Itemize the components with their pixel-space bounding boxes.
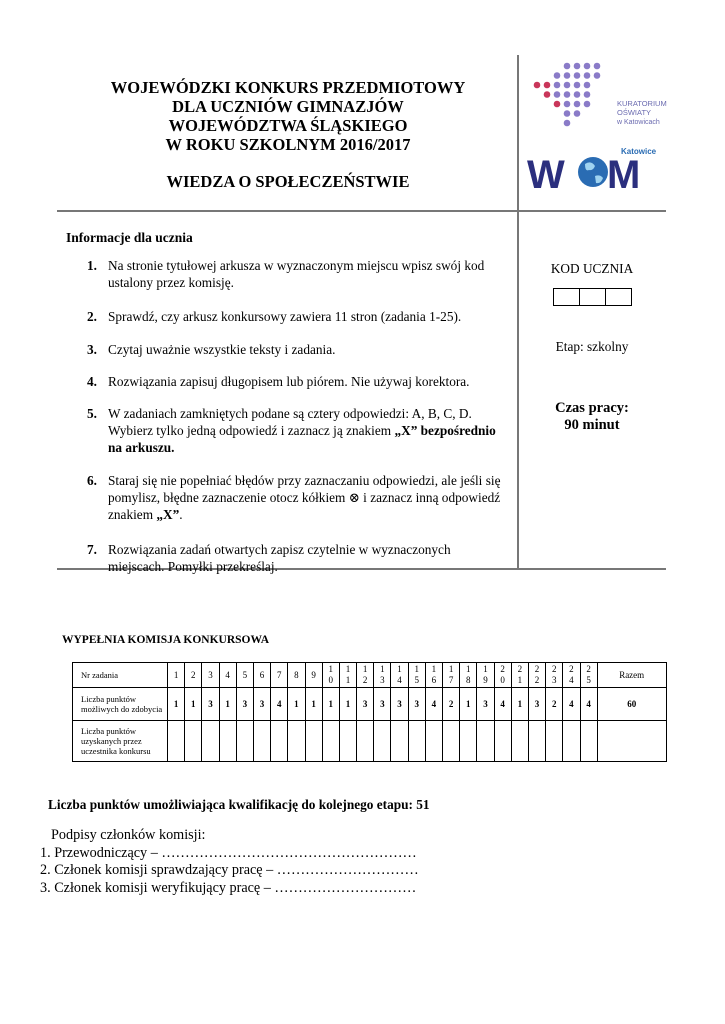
time-value: 90 minut	[564, 417, 620, 433]
task-number-cell	[460, 663, 477, 688]
task-number-digit: 5	[414, 675, 419, 685]
rule-item	[60, 541, 510, 575]
task-number-digit: 2	[500, 664, 505, 674]
title-line: W ROKU SZKOLNYM 2016/2017	[165, 135, 411, 154]
total-earned[interactable]	[597, 721, 666, 762]
max-points-cell: 1	[305, 688, 322, 721]
row-label: Liczba punktów możliwych do zdobycia	[73, 688, 168, 721]
logo-dot	[594, 72, 601, 79]
logo-dot	[564, 110, 571, 117]
rule-text: Na stronie tytułowej arkusza w wyznaczonym miejscu wpisz swój kod ustalony przez komisję.	[108, 258, 485, 290]
task-number-digit: 4	[397, 675, 402, 685]
earned-points-cell[interactable]	[253, 721, 270, 762]
total-header: Razem	[597, 663, 666, 688]
task-number-cell	[477, 663, 494, 688]
task-number-cell	[580, 663, 597, 688]
task-number-digit: 4	[569, 675, 574, 685]
kuratorium-logo-text: OŚWIATY	[617, 108, 652, 117]
rule-item	[60, 405, 510, 456]
logo-dot	[544, 82, 551, 89]
logo-dot	[584, 72, 591, 79]
task-number-digit: 2	[569, 664, 574, 674]
earned-points-cell[interactable]	[443, 721, 460, 762]
max-points-cell: 4	[580, 688, 597, 721]
task-number-digit: 2	[534, 664, 540, 674]
rule-bold-text: „X” bezpośrednio na arkuszu.	[108, 423, 496, 455]
task-number-digit: 1	[466, 664, 471, 674]
rule-text: Rozwiązania zapisuj długopisem lub piórem. Nie używaj korektora.	[108, 374, 470, 389]
max-points-cell: 3	[374, 688, 391, 721]
logo-dot	[554, 91, 561, 98]
task-number-cell	[563, 663, 580, 688]
max-points-cell: 3	[477, 688, 494, 721]
earned-points-cell[interactable]	[202, 721, 219, 762]
task-number-cell: 2	[185, 663, 202, 688]
earned-points-cell[interactable]	[374, 721, 391, 762]
task-number-cell	[511, 663, 528, 688]
max-points-cell: 3	[391, 688, 408, 721]
title-block	[58, 78, 518, 191]
task-number-digit: 1	[448, 664, 454, 674]
earned-points-cell[interactable]	[546, 721, 563, 762]
rule-tail: .	[179, 507, 183, 522]
title-line: WOJEWÓDZTWA ŚLĄSKIEGO	[168, 116, 408, 135]
earned-points-cell[interactable]	[236, 721, 253, 762]
max-points-cell: 2	[443, 688, 460, 721]
logo-dot	[584, 63, 591, 70]
max-points-cell: 1	[219, 688, 236, 721]
logo-dot	[564, 82, 571, 89]
max-points-cell: 1	[511, 688, 528, 721]
code-box[interactable]	[553, 288, 580, 306]
rule-number: 4.	[87, 374, 97, 389]
task-number-digit: 1	[431, 664, 437, 674]
task-number-digit: 1	[345, 664, 351, 674]
logo-dot	[584, 82, 591, 89]
logo-dot	[574, 110, 581, 117]
task-number-digit: 2	[362, 675, 368, 685]
task-number-cell: 7	[271, 663, 288, 688]
rule-text: Sprawdź, czy arkusz konkursowy zawiera 11 stron (zadania 1-25).	[108, 309, 462, 324]
earned-points-cell[interactable]	[219, 721, 236, 762]
task-number-cell	[425, 663, 442, 688]
max-points-cell: 4	[271, 688, 288, 721]
signature-line: 2. Członek komisji sprawdzający pracę – …………………………	[40, 862, 419, 878]
rule-item	[60, 373, 510, 390]
rule-item	[60, 341, 510, 358]
student-code-boxes[interactable]	[554, 288, 632, 306]
logo-dot	[564, 63, 571, 70]
logo-dot	[574, 91, 581, 98]
rule-item	[60, 308, 510, 325]
total-max: 60	[597, 688, 666, 721]
logo-dot	[564, 72, 571, 79]
logo-dot	[554, 72, 561, 79]
task-number-digit: 1	[483, 664, 488, 674]
task-number-cell	[374, 663, 391, 688]
logo-dot	[584, 101, 591, 108]
task-number-digit: 3	[380, 675, 385, 685]
kuratorium-logo-text: w Katowicach	[617, 119, 660, 126]
qualification-threshold: Liczba punktów umożliwiająca kwalifikację do kolejnego etapu: 51	[48, 797, 430, 812]
task-number-cell: 3	[202, 663, 219, 688]
task-number-digit: 0	[328, 675, 334, 685]
rule-number: 5.	[87, 406, 97, 421]
kuratorium-logo	[527, 60, 667, 135]
rule-number: 2.	[87, 309, 97, 324]
earned-points-cell[interactable]	[460, 721, 477, 762]
max-points-cell: 3	[528, 688, 545, 721]
logo-dot	[574, 101, 581, 108]
row-label: Liczba punktów uzyskanych przez uczestnika konkursu	[73, 721, 168, 762]
earned-points-cell[interactable]	[322, 721, 339, 762]
task-number-cell	[546, 663, 563, 688]
max-points-cell: 2	[546, 688, 563, 721]
max-points-cell: 1	[168, 688, 185, 721]
max-points-cell: 1	[460, 688, 477, 721]
task-number-digit: 0	[500, 675, 505, 685]
task-number-digit: 1	[397, 664, 402, 674]
earned-points-cell[interactable]	[288, 721, 305, 762]
task-number-row	[73, 663, 667, 688]
earned-points-cell[interactable]	[511, 721, 528, 762]
committee-heading: WYPEŁNIA KOMISJA KONKURSOWA	[62, 634, 270, 646]
earned-points-cell[interactable]	[339, 721, 356, 762]
rule-bold-text: „X”	[156, 507, 180, 522]
wom-logo	[527, 142, 657, 194]
logo-dot	[534, 82, 541, 89]
signature-line: 1. Przewodniczący – ………………………………………………	[40, 844, 417, 861]
logo-dot	[564, 120, 571, 127]
logo-dot	[594, 63, 601, 70]
earned-points-cell[interactable]	[477, 721, 494, 762]
task-number-cell	[339, 663, 356, 688]
task-number-digit: 3	[551, 675, 557, 685]
task-number-digit: 1	[414, 664, 419, 674]
earned-points-row	[73, 721, 667, 762]
task-number-cell	[322, 663, 339, 688]
logo-dot	[564, 91, 571, 98]
task-number-digit: 8	[466, 675, 471, 685]
earned-points-cell[interactable]	[271, 721, 288, 762]
globe-icon	[578, 157, 608, 187]
logo-dot	[564, 101, 571, 108]
task-number-digit: 2	[586, 664, 591, 674]
wom-letter-m: M	[607, 153, 641, 194]
max-points-cell: 1	[322, 688, 339, 721]
max-points-cell: 1	[185, 688, 202, 721]
task-number-cell	[391, 663, 408, 688]
task-number-digit: 6	[431, 675, 437, 685]
info-heading: Informacje dla ucznia	[66, 230, 193, 245]
task-number-digit: 1	[328, 664, 334, 674]
task-number-digit: 5	[586, 675, 591, 685]
signatures-lead: Podpisy członków komisji:	[51, 827, 206, 843]
signatures-block	[40, 827, 419, 897]
earned-points-cell[interactable]	[528, 721, 545, 762]
stage-label: Etap: szkolny	[555, 339, 629, 354]
max-points-cell: 4	[425, 688, 442, 721]
time-label: Czas pracy:	[555, 400, 629, 416]
subject-title: WIEDZA O SPOŁECZEŃSTWIE	[166, 172, 410, 191]
rule-text: Czytaj uważnie wszystkie teksty i zadania.	[108, 342, 336, 357]
task-number-digit: 1	[362, 664, 368, 674]
task-number-digit: 2	[517, 664, 523, 674]
header-horizontal-divider	[57, 210, 666, 212]
rule-number: 6.	[87, 473, 97, 488]
earned-points-cell[interactable]	[185, 721, 202, 762]
max-points-cell: 1	[339, 688, 356, 721]
earned-points-cell[interactable]	[168, 721, 185, 762]
kuratorium-dot-grid	[534, 63, 601, 127]
logo-dot	[544, 91, 551, 98]
task-number-digit: 1	[345, 675, 351, 685]
task-number-digit: 2	[551, 664, 557, 674]
logo-dot	[584, 91, 591, 98]
task-number-cell: 6	[253, 663, 270, 688]
task-number-digit: 1	[517, 675, 523, 685]
rule-number: 7.	[87, 542, 97, 557]
task-number-cell	[408, 663, 425, 688]
row-label: Nr zadania	[73, 663, 168, 688]
code-box[interactable]	[605, 288, 632, 306]
kuratorium-logo-text: KURATORIUM	[617, 99, 667, 108]
earned-points-cell[interactable]	[563, 721, 580, 762]
rule-text: W zadaniach zamkniętych podane są cztery odpowiedzi: A, B, C, D. Wybierz tylko jedną odpowiedź i zaznacz ją znakiem	[108, 406, 472, 438]
max-points-cell: 1	[288, 688, 305, 721]
task-number-digit: 7	[448, 675, 454, 685]
logo-dot	[554, 82, 561, 89]
logo-dot	[574, 63, 581, 70]
max-points-cell: 3	[236, 688, 253, 721]
max-points-row	[73, 688, 667, 721]
rule-text: Rozwiązania zadań otwartych zapisz czytelnie w wyznaczonych miejscach. Pomyłki przekreślaj.	[108, 542, 451, 574]
max-points-cell: 4	[563, 688, 580, 721]
task-number-cell	[357, 663, 374, 688]
earned-points-cell[interactable]	[391, 721, 408, 762]
student-code-label: KOD UCZNIA	[550, 261, 634, 276]
task-number-cell	[443, 663, 460, 688]
earned-points-cell[interactable]	[408, 721, 425, 762]
earned-points-cell[interactable]	[357, 721, 374, 762]
earned-points-cell[interactable]	[494, 721, 511, 762]
task-number-cell: 1	[168, 663, 185, 688]
task-number-digit: 1	[380, 664, 385, 674]
rule-number: 1.	[87, 258, 97, 273]
task-number-cell: 4	[219, 663, 236, 688]
max-points-cell: 3	[202, 688, 219, 721]
max-points-cell: 3	[357, 688, 374, 721]
rules-list	[60, 257, 510, 575]
task-number-cell: 8	[288, 663, 305, 688]
max-points-cell: 3	[408, 688, 425, 721]
title-line: WOJEWÓDZKI KONKURS PRZEDMIOTOWY	[110, 78, 466, 97]
task-number-cell	[494, 663, 511, 688]
earned-points-cell[interactable]	[425, 721, 442, 762]
task-number-cell: 9	[305, 663, 322, 688]
rule-item	[60, 472, 510, 523]
signature-line: 3. Członek komisji weryfikujący pracę – …………………………	[40, 879, 417, 896]
earned-points-cell[interactable]	[580, 721, 597, 762]
wom-city-text: Katowice	[621, 147, 657, 156]
score-table	[72, 662, 667, 762]
task-number-cell: 5	[236, 663, 253, 688]
max-points-cell: 3	[253, 688, 270, 721]
wom-letter-w: W	[527, 153, 565, 194]
rule-item	[60, 257, 510, 291]
code-box[interactable]	[579, 288, 606, 306]
logo-dot	[574, 82, 581, 89]
rule-text: Staraj się nie popełniać błędów przy zaznaczaniu odpowiedzi, ale jeśli się pomylisz, błędne zaznaczenie otocz kółkiem ⊗ i zaznacz inną odpowiedź znakiem	[108, 473, 501, 522]
rule-number: 3.	[87, 342, 97, 357]
time-block	[522, 400, 662, 434]
task-number-digit: 9	[483, 675, 488, 685]
earned-points-cell[interactable]	[305, 721, 322, 762]
title-line: DLA UCZNIÓW GIMNAZJÓW	[172, 97, 404, 116]
logo-dot	[554, 101, 561, 108]
max-points-cell: 4	[494, 688, 511, 721]
task-number-digit: 2	[534, 675, 540, 685]
task-number-cell	[528, 663, 545, 688]
logo-dot	[574, 72, 581, 79]
